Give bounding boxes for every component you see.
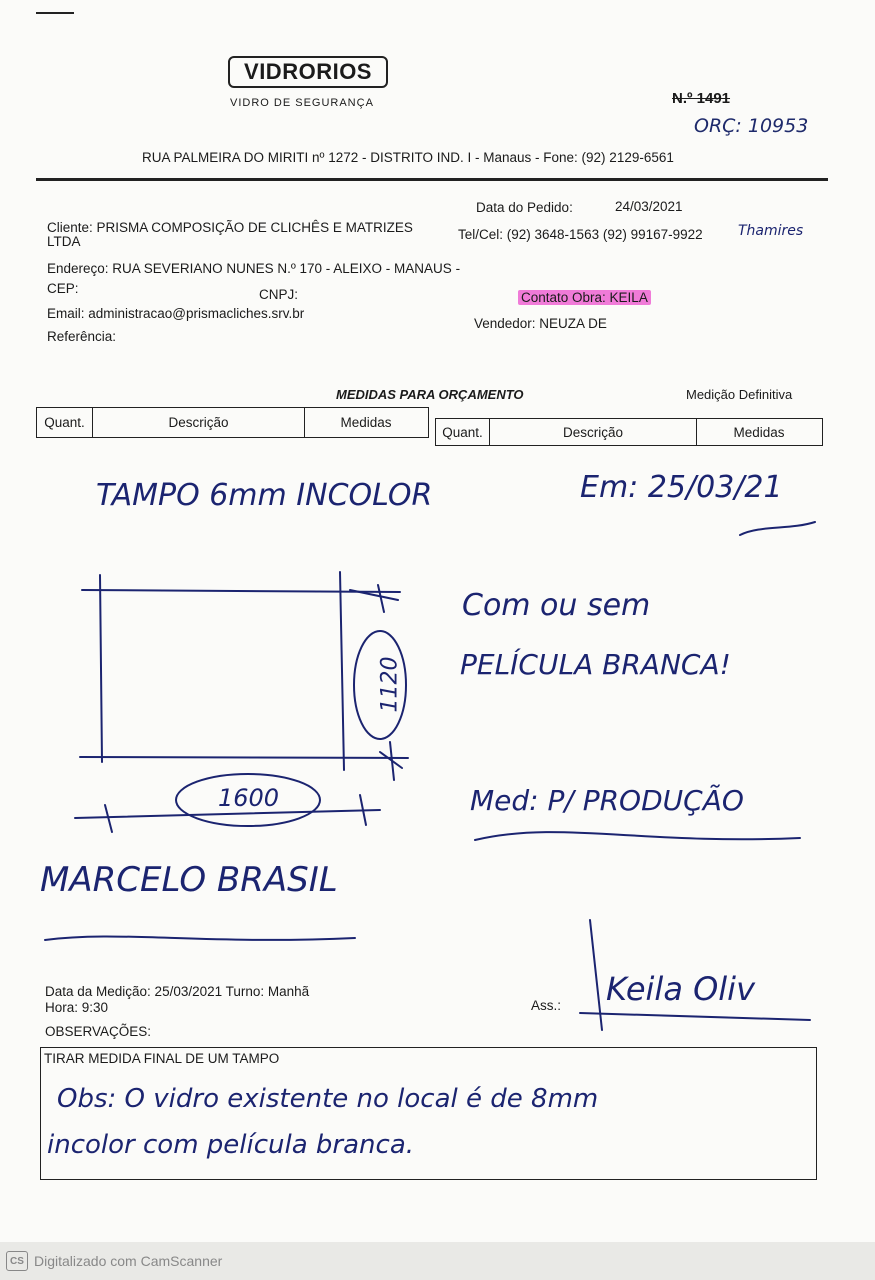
site-contact: Contato Obra: KEILA — [518, 290, 651, 305]
col-measures: Medidas — [340, 415, 392, 430]
seller: Vendedor: NEUZA DE — [474, 316, 607, 331]
observation-note-1: Obs: O vidro existente no local é de 8mm — [57, 1084, 599, 1114]
budget-number: ORÇ: 10953 — [694, 115, 809, 137]
client-address: Endereço: RUA SEVERIANO NUNES N.º 170 - ALEIXO - MANAUS - — [47, 261, 461, 276]
cep-label: CEP: — [47, 281, 79, 296]
signature: Keila Oliv — [606, 970, 755, 1008]
client-name: Cliente: PRISMA COMPOSIÇÃO DE CLICHÊS E MATRIZES — [47, 220, 413, 235]
client-phone: Tel/Cel: (92) 3648-1563 (92) 99167-9922 — [458, 227, 703, 242]
measurer-name: MARCELO BRASIL — [40, 860, 338, 900]
bottom-dimension: 1600 — [218, 784, 280, 812]
signature-label: Ass.: — [531, 998, 562, 1013]
col-description: Descrição — [490, 419, 697, 445]
note-production: Med: P/ PRODUÇÃO — [470, 784, 744, 817]
observation-note-2: incolor com película branca. — [47, 1130, 415, 1160]
side-dimension: 1120 — [377, 656, 403, 713]
scanner-watermark — [6, 1251, 222, 1271]
reference-label: Referência: — [47, 329, 117, 344]
observations-text: TIRAR MEDIDA FINAL DE UM TAMPO — [44, 1051, 280, 1066]
note-with-without: Com ou sem — [462, 588, 651, 623]
col-quant: Quant. — [37, 408, 93, 437]
order-date-label: Data do Pedido: — [476, 200, 573, 215]
client-email: Email: administracao@prismacliches.srv.br — [47, 306, 305, 321]
col-measures: Medidas — [733, 424, 785, 440]
col-description: Descrição — [93, 408, 305, 437]
observations-box — [40, 1047, 817, 1180]
observations-label: OBSERVAÇÕES: — [45, 1024, 152, 1039]
cnpj-label: CNPJ: — [259, 287, 299, 302]
item-description: TAMPO 6mm INCOLOR — [96, 478, 433, 513]
scanner-text: Digitalizado com CamScanner — [34, 1253, 223, 1269]
document-number: N.º 1491 — [672, 90, 731, 107]
col-quant: Quant. — [436, 419, 490, 445]
order-date-value: 24/03/2021 — [615, 199, 683, 214]
phone-note: Thamires — [738, 223, 804, 239]
handwritten-date: Em: 25/03/21 — [580, 470, 783, 505]
definitive-measure-label: Medição Definitiva — [686, 387, 793, 402]
company-tagline: VIDRO DE SEGURANÇA — [230, 97, 374, 109]
note-film: PELÍCULA BRANCA! — [460, 648, 731, 681]
measurement-date: Data da Medição: 25/03/2021 Turno: Manhã — [45, 984, 310, 999]
company-address: RUA PALMEIRA DO MIRITI nº 1272 - DISTRITO IND. I - Manaus - Fone: (92) 2129-6561 — [142, 150, 674, 165]
company-logo: VIDRORIOS — [228, 56, 388, 88]
client-name-cont: LTDA — [47, 234, 81, 249]
measurement-hour: Hora: 9:30 — [45, 1000, 109, 1015]
table-title: MEDIDAS PARA ORÇAMENTO — [336, 387, 524, 402]
camscanner-icon: CS — [6, 1251, 28, 1271]
